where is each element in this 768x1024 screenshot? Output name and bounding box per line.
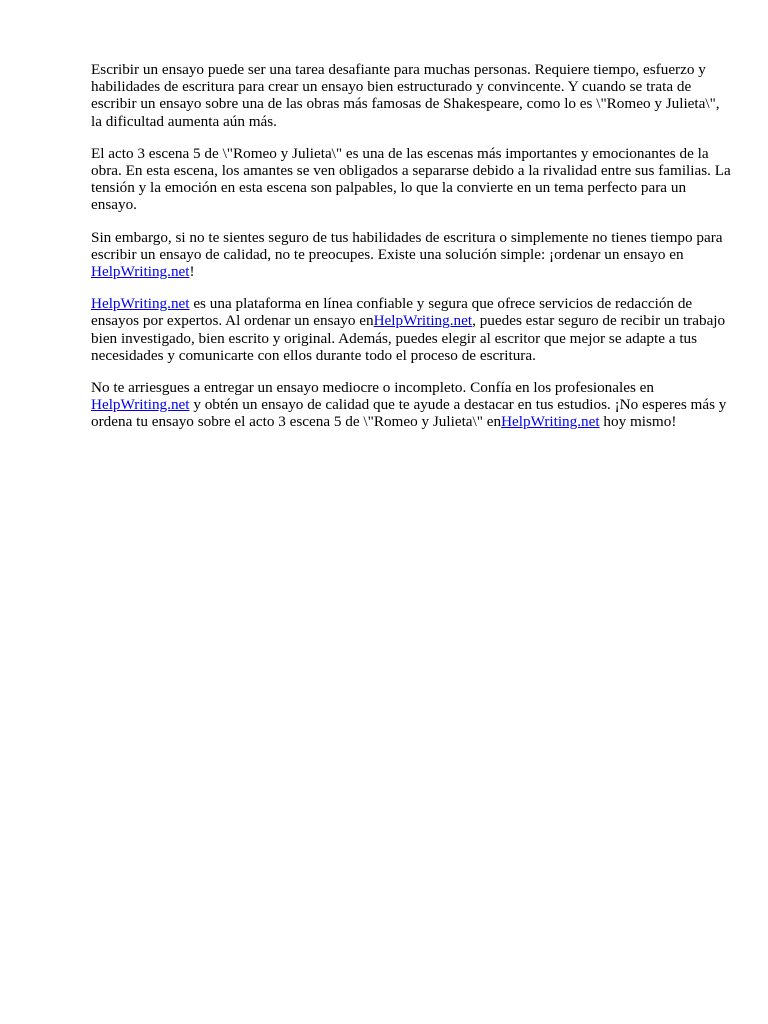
paragraph-closing [91,379,731,431]
paragraph-solution [91,229,731,281]
paragraph-intro-text: Escribir un ensayo puede ser una tarea desafiante para muchas personas. Requiere tiempo, esfuerzo y habilidades de escritura para crear un ensayo bien estructurado y convincente. Y cuando se trata de escribir un ensayo sobre una de las obras más famosas de Shakespeare, como lo es \"Romeo y Julieta\", la dificultad aumenta aún más. [91,61,720,130]
helpwriting-link[interactable]: HelpWriting.net [91,396,190,414]
paragraph-platform-text: es una plataforma en línea confiable y segura que ofrece servicios de redacción de ensayos por expertos. Al ordenar un ensayo en [91,295,693,330]
document-body [91,61,731,446]
paragraph-closing-text-end: hoy mismo! [599,413,677,431]
paragraph-platform [91,295,731,364]
helpwriting-link[interactable]: HelpWriting.net [501,413,600,431]
helpwriting-link[interactable]: HelpWriting.net [91,263,190,281]
paragraph-intro [91,61,731,130]
paragraph-scene [91,145,731,214]
paragraph-scene-text: El acto 3 escena 5 de \"Romeo y Julieta\" es una de las escenas más importantes y emocionantes de la obra. En esta escena, los amantes se ven obligados a separarse debido a la rivalidad entre sus familias. La tensión y la emoción en esta escena son palpables, lo que la convierte en un tema perfecto para un ensayo. [91,144,731,214]
helpwriting-link[interactable]: HelpWriting.net [91,295,190,313]
paragraph-closing-text: No te arriesgues a entregar un ensayo mediocre o incompleto. Confía en los profesionales en [91,379,655,397]
paragraph-platform-text-end: , puedes estar seguro de recibir un trabajo bien investigado, bien escrito y original. Además, puedes elegir al escritor que mejor se adapte a tus necesidades y comunicarte con ellos durante todo el proceso de escritura. [91,312,726,364]
paragraph-solution-text: Sin embargo, si no te sientes seguro de tus habilidades de escritura o simplemente no tienes tiempo para escribir un ensayo de calidad, no te preocupes. Existe una solución simple: ¡ordenar un ensayo en [91,228,723,263]
paragraph-closing-text-mid: y obtén un ensayo de calidad que te ayude a destacar en tus estudios. ¡No esperes más y ordena tu ensayo sobre el acto 3 escena 5 de \"Romeo y Julieta\" en [91,396,727,431]
paragraph-solution-end: ! [189,263,195,281]
helpwriting-link[interactable]: HelpWriting.net [373,312,473,330]
